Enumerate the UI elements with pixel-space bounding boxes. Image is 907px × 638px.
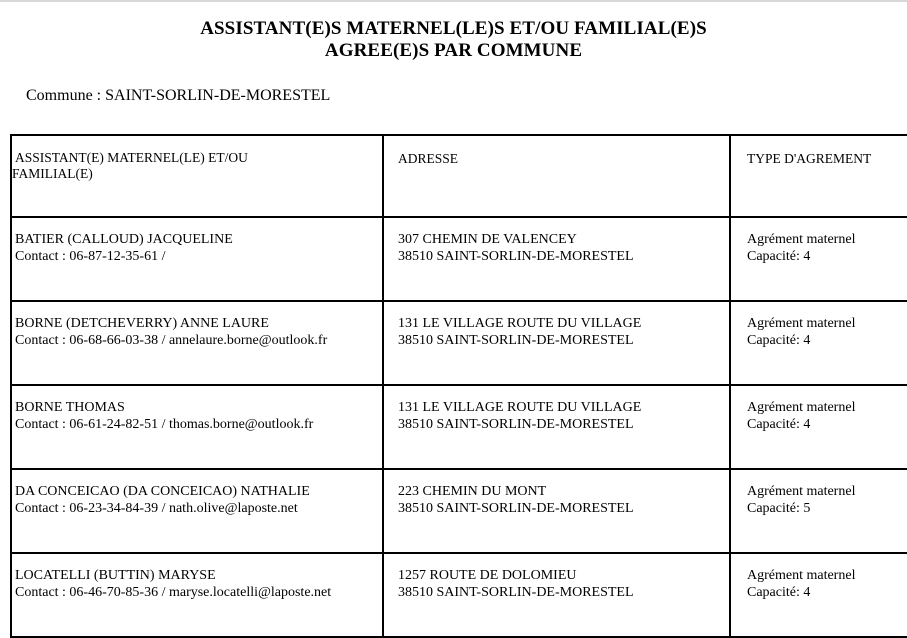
header-type-label: TYPE D'AGREMENT [747,151,872,166]
assistant-cell [11,301,383,385]
header-assistant-line-2: FAMILIAL(E) [12,166,93,181]
address-line-2: 38510 SAINT-SORLIN-DE-MORESTEL [398,417,634,432]
agrement-type: Agrément maternel [747,400,856,415]
address-line-1: 131 LE VILLAGE ROUTE DU VILLAGE [398,316,642,331]
agrement-capacity: Capacité: 4 [747,333,811,348]
address-cell [383,217,730,301]
assistant-cell [11,385,383,469]
assistant-name: BATIER (CALLOUD) JACQUELINE [15,232,233,247]
table-row [11,301,907,385]
address-line-1: 1257 ROUTE DE DOLOMIEU [398,568,577,583]
address-line-1: 131 LE VILLAGE ROUTE DU VILLAGE [398,400,642,415]
header-cell-assistant [11,135,383,217]
assistant-cell [11,217,383,301]
assistant-contact: Contact : 06-87-12-35-61 / [15,249,166,264]
address-line-2: 38510 SAINT-SORLIN-DE-MORESTEL [398,501,634,516]
agrement-type: Agrément maternel [747,568,856,583]
header-cell-type [730,135,907,217]
table-row [11,385,907,469]
header-cell-adresse [383,135,730,217]
assistant-name: LOCATELLI (BUTTIN) MARYSE [15,568,216,583]
table-row [11,469,907,553]
address-line-2: 38510 SAINT-SORLIN-DE-MORESTEL [398,249,634,264]
address-cell [383,553,730,637]
title-line-1: ASSISTANT(E)S MATERNEL(LE)S ET/OU FAMILIAL(E)S [200,18,707,39]
address-line-2: 38510 SAINT-SORLIN-DE-MORESTEL [398,333,634,348]
assistant-cell [11,469,383,553]
assistant-contact: Contact : 06-23-34-84-39 / nath.olive@laposte.net [15,501,298,516]
assistant-contact: Contact : 06-61-24-82-51 / thomas.borne@outlook.fr [15,417,314,432]
address-cell [383,385,730,469]
address-cell [383,301,730,385]
title-line-2: AGREE(E)S PAR COMMUNE [324,40,583,61]
agrement-cell [730,385,907,469]
assistant-name: BORNE THOMAS [15,400,125,415]
agrement-cell [730,469,907,553]
assistant-cell [11,553,383,637]
agrement-cell [730,301,907,385]
header-adresse-label: ADRESSE [398,151,459,166]
assistant-name: DA CONCEICAO (DA CONCEICAO) NATHALIE [15,484,310,499]
document-title [0,18,907,62]
agrement-capacity: Capacité: 4 [747,585,811,600]
address-line-1: 307 CHEMIN DE VALENCEY [398,232,577,247]
assistant-name: BORNE (DETCHEVERRY) ANNE LAURE [15,316,269,331]
agrement-type: Agrément maternel [747,316,856,331]
agrement-cell [730,217,907,301]
address-line-1: 223 CHEMIN DU MONT [398,484,547,499]
agrement-cell [730,553,907,637]
agrement-type: Agrément maternel [747,232,856,247]
agrement-type: Agrément maternel [747,484,856,499]
assistant-contact: Contact : 06-68-66-03-38 / annelaure.borne@outlook.fr [15,333,328,348]
commune-label: Commune : SAINT-SORLIN-DE-MORESTEL [26,87,331,104]
agrement-capacity: Capacité: 4 [747,249,811,264]
top-rule [0,0,907,2]
agrement-capacity: Capacité: 4 [747,417,811,432]
header-assistant-line-1: ASSISTANT(E) MATERNEL(LE) ET/OU [15,150,248,165]
address-line-2: 38510 SAINT-SORLIN-DE-MORESTEL [398,585,634,600]
table-row [11,553,907,637]
assistant-contact: Contact : 06-46-70-85-36 / maryse.locatelli@laposte.net [15,585,332,600]
address-cell [383,469,730,553]
agrement-capacity: Capacité: 5 [747,501,811,516]
table-header-row [11,135,907,217]
table-row [11,217,907,301]
assistants-table [10,134,907,638]
